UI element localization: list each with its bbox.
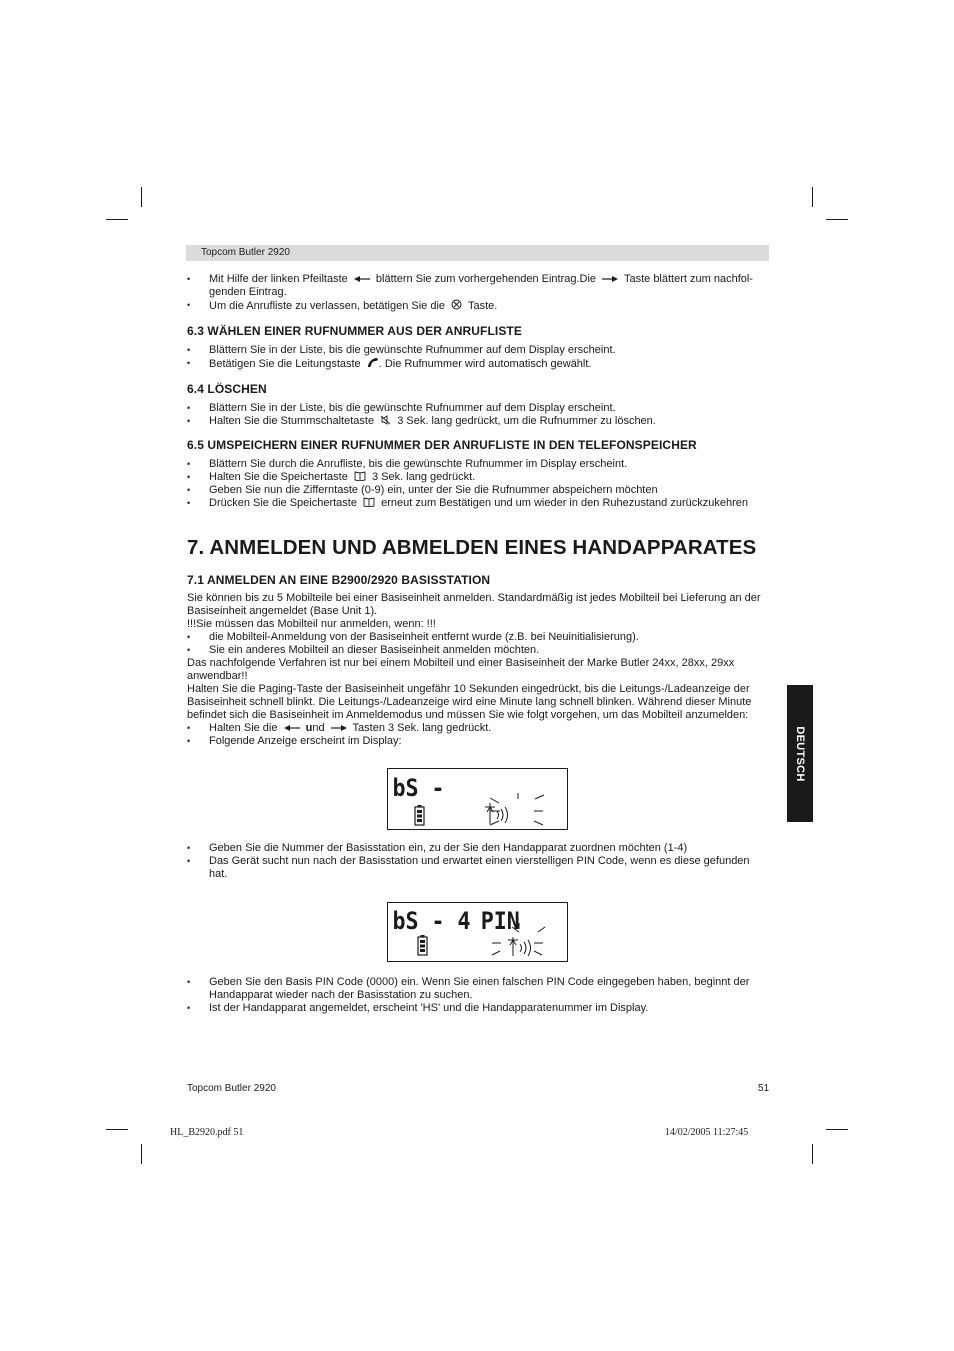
section-6-5-heading: 6.5 UMSPEICHERN EINER RUFNUMMER DER ANRUFLISTE IN DEN TELEFONSPEICHER [187,438,697,452]
phone-handset-icon [367,357,379,368]
section-7-1-steps [187,722,769,748]
page-number: 51 [758,1083,770,1094]
lcd-text: bS - [392,774,445,803]
list-item: • Halten Sie die und Tasten 3 Sek. lang gedrückt. [187,722,769,735]
chapter-7-heading: 7. ANMELDEN UND ABMELDEN EINES HANDAPPARATES [187,536,757,559]
list-item: • Um die Anrufliste zu verlassen, betätigen Sie die Taste. [187,299,769,313]
running-header [186,245,769,261]
crop-mark [141,187,142,207]
phonebook-icon [354,471,366,481]
right-arrow-icon [602,275,618,283]
crop-mark [106,219,128,220]
crop-mark [826,219,848,220]
left-arrow-icon [284,724,300,732]
antenna-signal-icon [485,793,544,825]
list-item: • Blättern Sie in der Liste, bis die gewünschte Rufnummer auf dem Display erscheint. [187,402,769,415]
paragraph: Halten Sie die Paging-Taste der Basiseinheit ungefähr 10 Sekunden eingedrückt, bis die Leitungs-/Ladeanzeige der Basiseinheit schnell blinkt. Die Leitungs-/Ladeanzeige wird eine Minute lang schnell blinken. Während dieser Minute befindet sich die Basiseinheit im Anmeldemodus und müssen Sie wie folgt vorgehen, um das Mobilteil anzumelden: [187,683,752,721]
header-title: Topcom Butler 2920 [201,247,290,258]
lcd-pin-text: PIN [480,907,520,936]
list-item: • Blättern Sie in der Liste, bis die gewünschte Rufnummer auf dem Display erscheint. [187,344,769,357]
section-6-3-bullets [187,344,769,371]
intro-bullets [187,273,769,313]
section-6-3-heading: 6.3 WÄHLEN EINER RUFNUMMER AUS DER ANRUFLISTE [187,324,522,338]
page-body-continued [187,842,769,881]
section-7-1-heading: 7.1 ANMELDEN AN EINE B2900/2920 BASISSTATION [187,573,491,587]
crop-mark [812,187,813,207]
crop-mark [812,1144,813,1164]
section-7-1-steps-2 [187,842,769,881]
list-item: • Geben Sie die Nummer der Basisstation ein, zu der Sie den Handapparat zuordnen möchten (1-4) [187,842,769,855]
list-item: • Folgende Anzeige erscheint im Display: [187,735,769,748]
mute-icon [380,415,391,425]
print-slug-date: 14/02/2005 11:27:45 [665,1127,749,1138]
phonebook-icon [363,497,375,507]
lcd-display-pin [387,902,568,962]
lcd-display-base-select [387,768,568,830]
list-item: • Sie ein anderes Mobilteil an dieser Basiseinheit anmelden möchten. [187,644,769,657]
list-item: • Mit Hilfe der linken Pfeiltaste blättern Sie zum vorhergehenden Eintrag.Die Taste blättert zum nachfol- genden Eintrag. [187,273,769,299]
left-arrow-icon [354,275,370,283]
section-7-1-steps-3 [187,976,769,1015]
page-body [187,273,769,748]
language-tab [787,685,813,822]
list-item: • Blättern Sie durch die Anrufliste, bis die gewünschte Rufnummer im Display erscheint. [187,458,769,471]
list-item: • Drücken Sie die Speichertaste erneut zum Bestätigen und um wieder in den Ruhezustand zurückzukehren [187,497,769,510]
battery-icon [415,805,424,825]
list-item: • Betätigen Sie die Leitungstaste . Die Rufnummer wird automatisch gewählt. [187,357,769,371]
battery-icon [418,935,427,955]
cancel-key-icon [451,299,462,310]
paragraph: Sie können bis zu 5 Mobilteile bei einer Basiseinheit anmelden. Standardmäßig ist jedes Mobilteil bei Lieferung an der Basiseinheit angemeldet (Base Unit 1). [187,592,761,617]
language-tab-label: DEUTSCH [794,725,806,782]
list-item: • Das Gerät sucht nun nach der Basisstation und erwartet einen vierstelligen PIN Code, wenn es diese gefunden hat. [187,855,769,881]
crop-mark [826,1129,848,1130]
list-item: • Ist der Handapparat angemeldet, erscheint 'HS' und die Handapparatenummer im Display. [187,1002,769,1015]
crop-mark [141,1144,142,1164]
section-7-1-conditions [187,631,769,657]
lcd-text: bS - 4 [392,907,471,936]
page-body-end [187,976,769,1015]
list-item: • Geben Sie den Basis PIN Code (0000) ein. Wenn Sie einen falschen PIN Code eingegeben haben, beginnt der Handapparat wieder nach der Basisstation zu suchen. [187,976,769,1002]
section-6-4-heading: 6.4 LÖSCHEN [187,382,267,396]
section-6-5-bullets [187,458,769,510]
list-item: • Halten Sie die Stummschaltetaste 3 Sek. lang gedrückt, um die Rufnummer zu löschen. [187,415,769,428]
paragraph: Das nachfolgende Verfahren ist nur bei einem Mobilteil und einer Basiseinheit der Marke Butler 24xx, 28xx, 29xx anwendbar!! [187,657,735,682]
paragraph: !!!Sie müssen das Mobilteil nur anmelden, wenn: !!! [187,618,436,630]
right-arrow-icon [331,724,347,732]
list-item: • Geben Sie nun die Zifferntaste (0-9) ein, unter der Sie die Rufnummer abspeichern möchten [187,484,769,497]
print-slug-file: HL_B2920.pdf 51 [170,1127,244,1138]
footer-title: Topcom Butler 2920 [187,1083,276,1094]
section-6-4-bullets [187,402,769,428]
crop-mark [106,1129,128,1130]
list-item: • Halten Sie die Speichertaste 3 Sek. lang gedrückt. [187,471,769,484]
list-item: • die Mobilteil-Anmeldung von der Basiseinheit entfernt wurde (z.B. bei Neuinitialisierung). [187,631,769,644]
